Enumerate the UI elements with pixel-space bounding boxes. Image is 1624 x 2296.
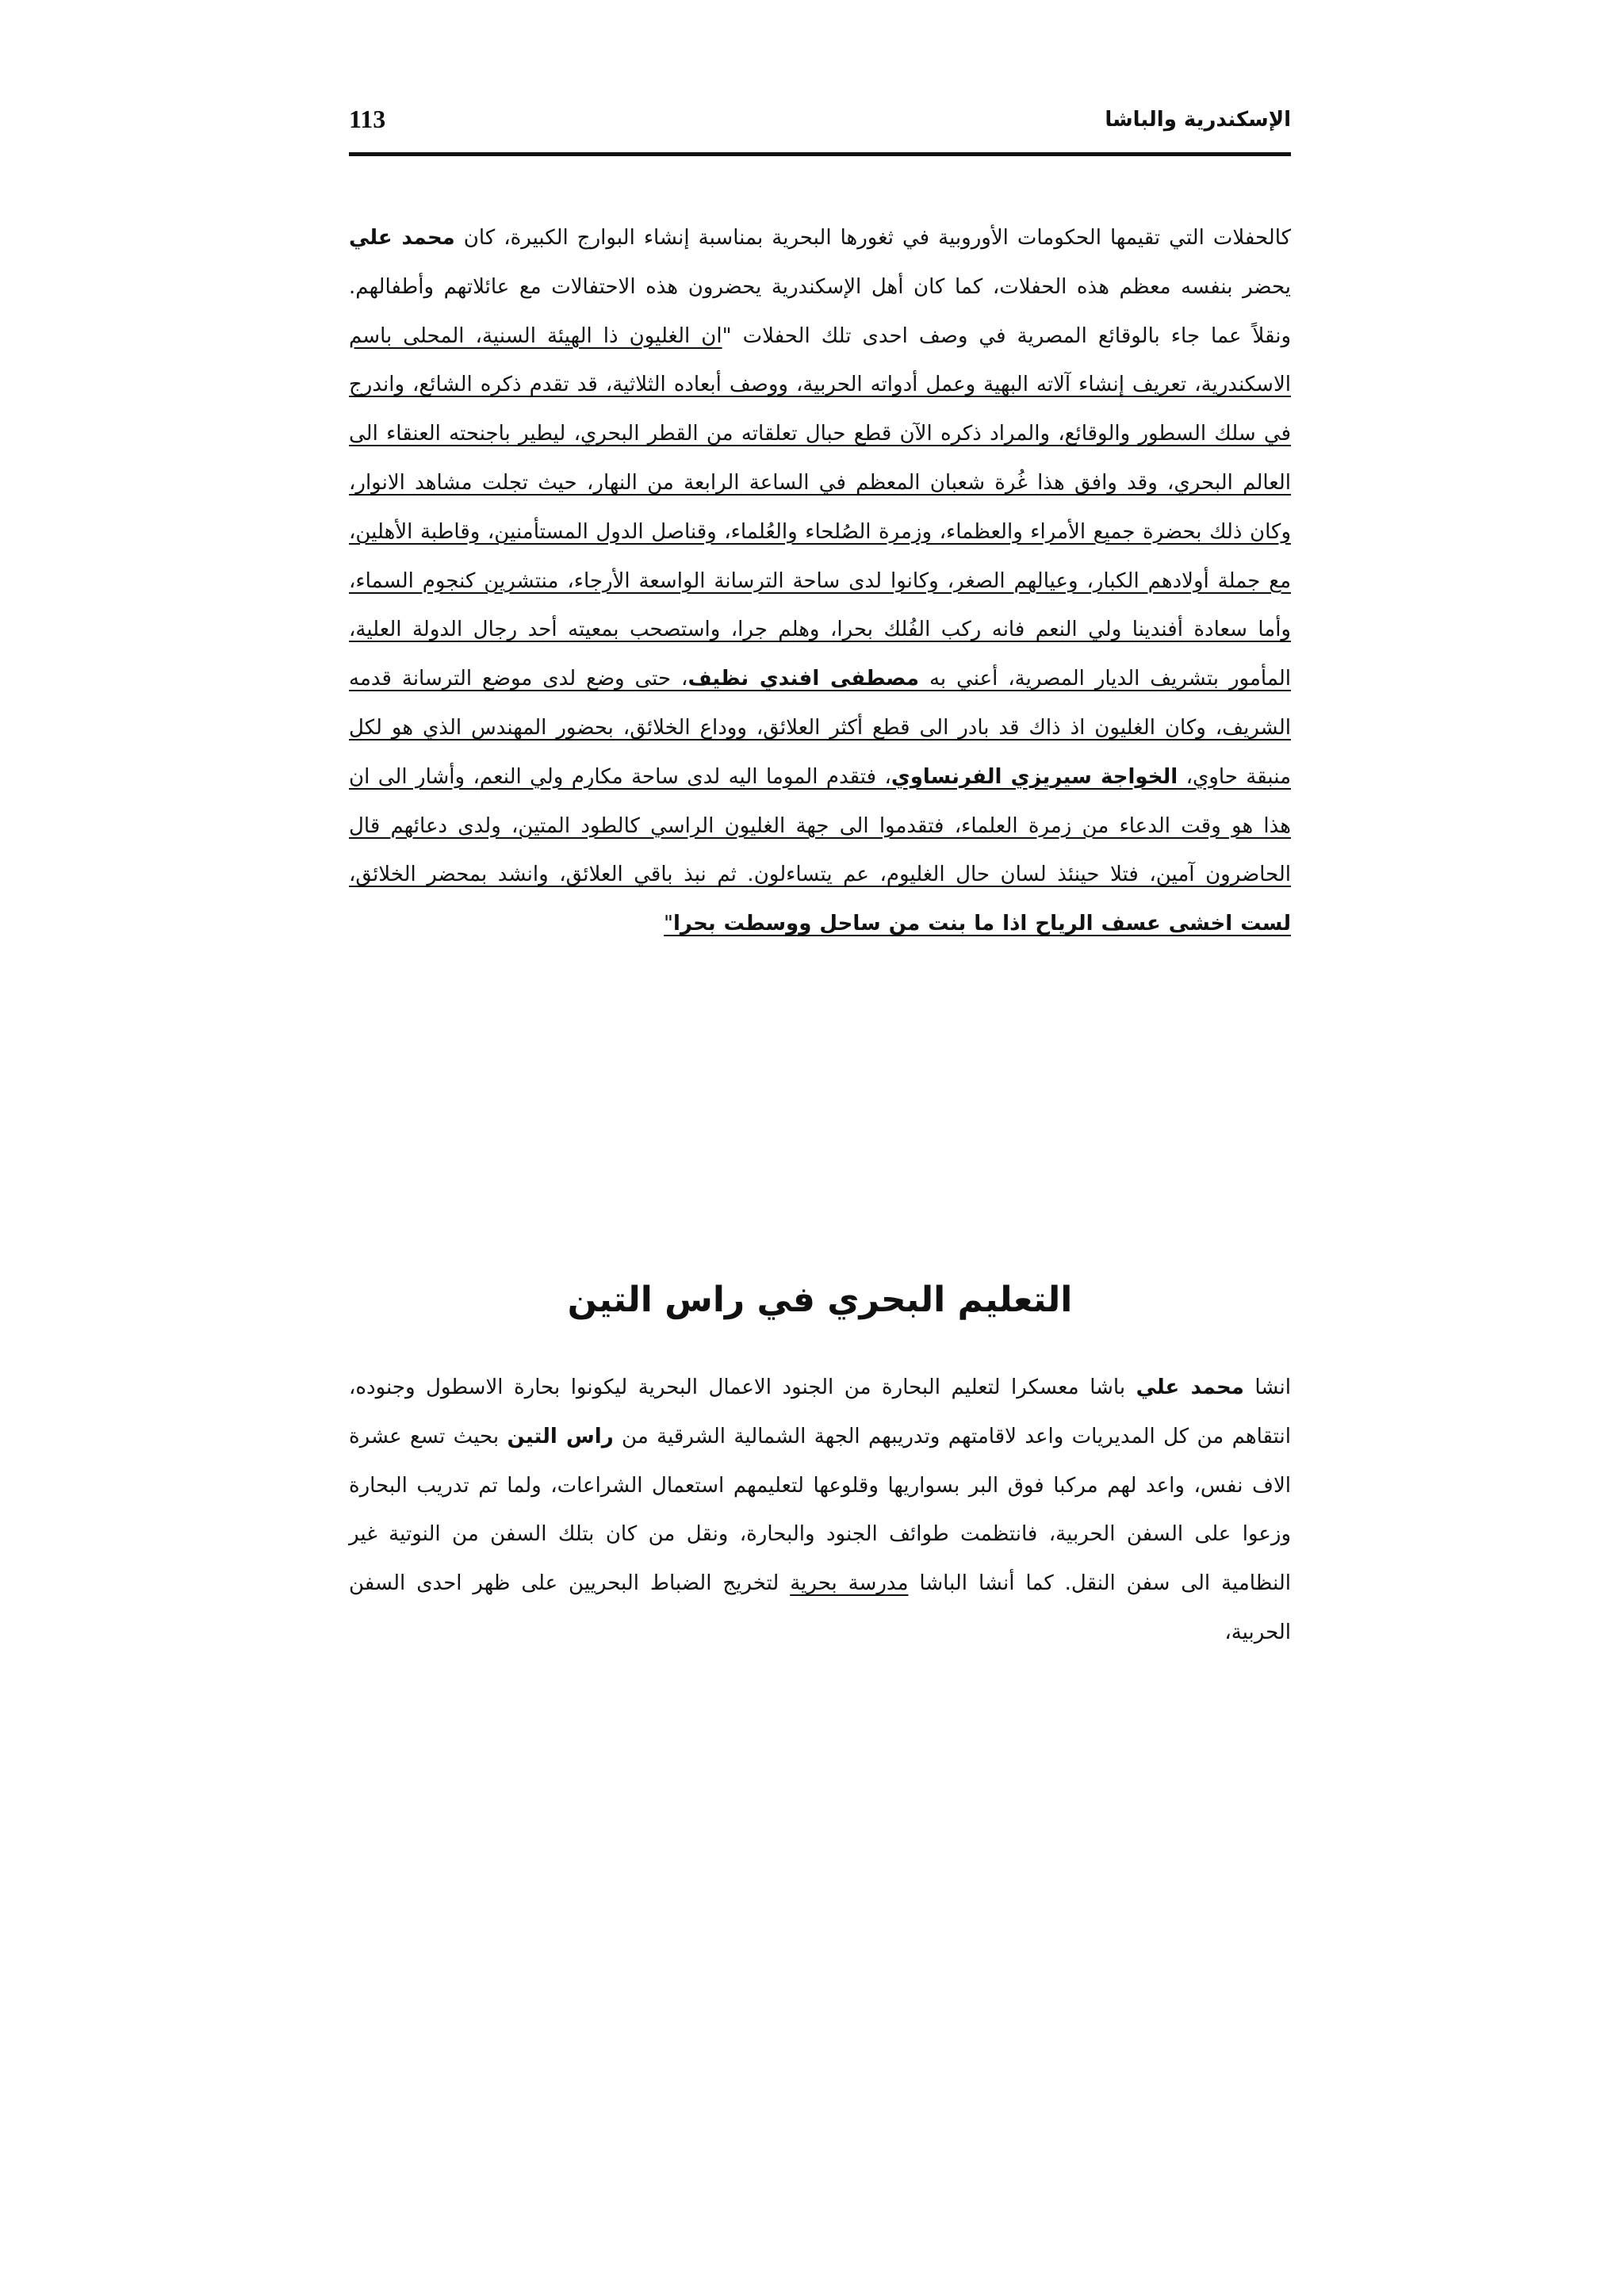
name-muhammad-ali: محمد علي	[349, 226, 455, 250]
quotation	[349, 324, 1291, 936]
quote-text: ، فتقدم الموما اليه لدى ساحة مكارم ولي النعم، وأشار الى ان هذا هو وقت الدعاء من زمرة العلماء، فتقدموا الى جهة الغليون الراسي كالطود المتين، ولدى دعائهم قال الحاضرون آمين، فتلا حينئذ لسان حال الغليوم، عم يتساءلون. ثم نبذ باقي العلائق، وانشد بمحضر الخلائق،	[349, 764, 1291, 887]
name-muhammad-ali: محمد علي	[1136, 1376, 1244, 1399]
text-run: يحضر بنفسه معظم هذه الحفلات، كما كان أهل الإسكندرية يحضرون هذه الاحتفالات مع عائلاتهم وأطفالهم. ونقلاً عما جاء بالوقائع المصرية في وصف احدى تلك الحفلات "	[349, 274, 1292, 348]
running-header-title: الإسكندرية والباشا	[1105, 108, 1291, 132]
running-header	[349, 105, 1291, 156]
text-run: باشا معسكرا لتعليم البحارة من الجنود الاعمال البحرية ليكونوا بحارة الاسطول وجنوده، انتقاهم من كل المديريات واعد لاقامتهم وتدريبهم الجهة الشمالية الشرقية من	[349, 1376, 1291, 1448]
text-run: بحيث تسع عشرة الاف نفس، واعد لهم مركبا فوق البر بسواريها وقلوعها لتعليمهم استعمال الشراعات، ولما تم تدريب البحارة وزعوا على السفن الحربية، فانتظمت طوائف الجنود والبحارة، ونقل من كان بتلك السفن من النوتية غير النظامية الى سفن النقل. كما أنشا الباشا	[349, 1424, 1291, 1596]
text-run: انشا	[1243, 1376, 1292, 1399]
place-ras-el-tin: راس التين	[507, 1424, 614, 1448]
page-number: 113	[349, 105, 386, 133]
quote-close: "	[664, 912, 673, 936]
section-heading: التعليم البحري في راس التين	[567, 1280, 1073, 1320]
quote-text: ان الغليون ذا الهيئة السنية، المحلى باسم الاسكندرية، تعريف إنشاء آلاته البهية وعمل أدواته الحربية، ووصف أبعاده الثلاثية، قد تقدم ذكره الشائع، واندرج في سلك السطور والوقائع، والمراد ذكره الآن قطع حبال تعلقاته من القطر البحري، ليطير باجنحته العنقاء الى العالم البحري، وقد وافق هذا غُرة شعبان المعظم في الساعة الرابعة من النهار، حيث تجلت مشاهد الانوار، وكان ذلك بحضرة جميع الأمراء والعظماء، وزمرة الصُلحاء والعُلماء، وقناصل الدول المستأمنين، وقاطبة الأهلين، مع جملة أولادهم الكبار، وعيالهم الصغر، وكانوا لدى ساحة الترسانة الواسعة الأرجاء، منتشرين كنجوم السماء، وأما سعادة أفندينا ولي النعم فانه ركب الفُلك بحرا، وهلم جرا، واستصحب بمعيته أحد رجال الدولة العلية، المأمور بتشريف الديار المصرية، أعني به	[349, 323, 1291, 691]
paragraph-naval-education	[349, 1364, 1291, 1658]
name-cerisy: الخواجة سيريزي الفرنساوي	[891, 764, 1178, 789]
name-mustafa-nazif: مصطفى افندي نظيف	[688, 667, 920, 691]
quote-text: ، حتى وضع لدى موضع الترسانة قدمه الشريف، وكان الغليون اذ ذاك قد بادر الى قطع أكثر العلائق، ووداع الخلائق، بحضور المهندس الذي هو لكل منبقة حاوي،	[349, 667, 1292, 789]
text-run: كالحفلات التي تقيمها الحكومات الأوروبية في ثغورها البحرية بمناسبة إنشاء البوارج الكبيرة، كان	[454, 226, 1292, 250]
naval-school: مدرسة بحرية	[790, 1571, 909, 1596]
text-run: لتخريج الضباط البحريين على ظهر احدى السفن الحربية،	[349, 1571, 1291, 1644]
verse: لست اخشى عسف الرياح اذا ما بنت من ساحل ووسطت بحرا	[673, 912, 1291, 936]
paragraph-ceremony	[349, 214, 1291, 949]
